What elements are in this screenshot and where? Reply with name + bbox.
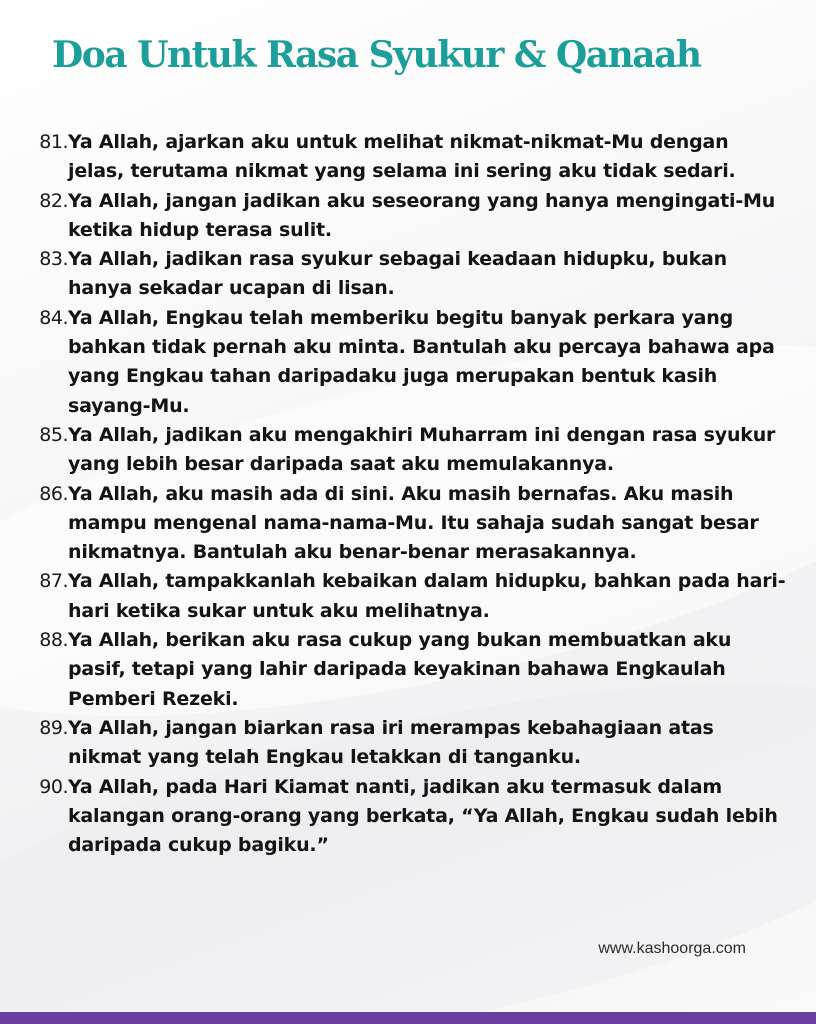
item-text: Ya Allah, berikan aku rasa cukup yang bukan membuatkan aku pasif, tetapi yang lahir daripada keyakinan bahawa Engkaulah Pemberi Rezeki. <box>68 629 732 710</box>
item-text: Ya Allah, ajarkan aku untuk melihat nikmat-nikmat-Mu dengan jelas, terutama nikmat yang selama ini sering aku tidak sedari. <box>68 131 736 183</box>
item-number: 81. <box>39 131 68 153</box>
list-item <box>30 128 790 187</box>
item-number: 87. <box>39 570 68 593</box>
list-item <box>30 304 790 421</box>
item-number: 83. <box>39 248 68 271</box>
list-item <box>30 714 790 773</box>
item-number: 90. <box>39 775 68 798</box>
item-number: 88. <box>39 629 68 652</box>
item-text: Ya Allah, jadikan aku mengakhiri Muharram ini dengan rasa syukur yang lebih besar daripada saat aku memulakannya. <box>68 423 776 476</box>
item-number: 85. <box>39 423 68 446</box>
list-item <box>30 480 790 568</box>
item-number: 84. <box>39 306 68 329</box>
item-text: Ya Allah, pada Hari Kiamat nanti, jadikan aku termasuk dalam kalangan orang-orang yang berkata, “Ya Allah, Engkau sudah lebih daripada cukup bagiku.” <box>68 775 778 857</box>
item-number: 86. <box>39 482 68 505</box>
item-text: Ya Allah, jangan jadikan aku seseorang yang hanya mengingati-Mu ketika hidup terasa sulit. <box>68 189 776 241</box>
item-text: Ya Allah, jangan biarkan rasa iri merampas kebahagiaan atas nikmat yang telah Engkau letakkan di tanganku. <box>68 716 714 769</box>
item-text: Ya Allah, tampakkanlah kebaikan dalam hidupku, bahkan pada hari-hari ketika sukar untuk aku melihatnya. <box>68 570 786 622</box>
item-text: Ya Allah, jadikan rasa syukur sebagai keadaan hidupku, bukan hanya sekadar ucapan di lisan. <box>68 248 727 300</box>
list-item <box>30 187 790 246</box>
website-url: www.kashoorga.com <box>598 940 746 957</box>
prayer-list <box>30 128 790 860</box>
item-text: Ya Allah, Engkau telah memberiku begitu banyak perkara yang bahkan tidak pernah aku minta. Bantulah aku percaya bahawa apa yang Engkau tahan daripadaku juga merupakan bentuk kasih sayang-Mu. <box>68 306 775 417</box>
page-title: Doa Untuk Rasa Syukur & Qanaah <box>52 34 701 76</box>
item-number: 89. <box>39 716 68 739</box>
list-item <box>30 421 790 480</box>
list-item <box>30 626 790 714</box>
item-text: Ya Allah, aku masih ada di sini. Aku masih bernafas. Aku masih mampu mengenal nama-nama-Mu. Itu sahaja sudah sangat besar nikmatnya. Bantulah aku benar-benar merasakannya. <box>68 482 759 564</box>
list-item <box>30 567 790 626</box>
list-item <box>30 245 790 304</box>
bottom-accent-bar <box>0 1012 816 1024</box>
item-number: 82. <box>39 189 68 212</box>
list-item <box>30 773 790 861</box>
